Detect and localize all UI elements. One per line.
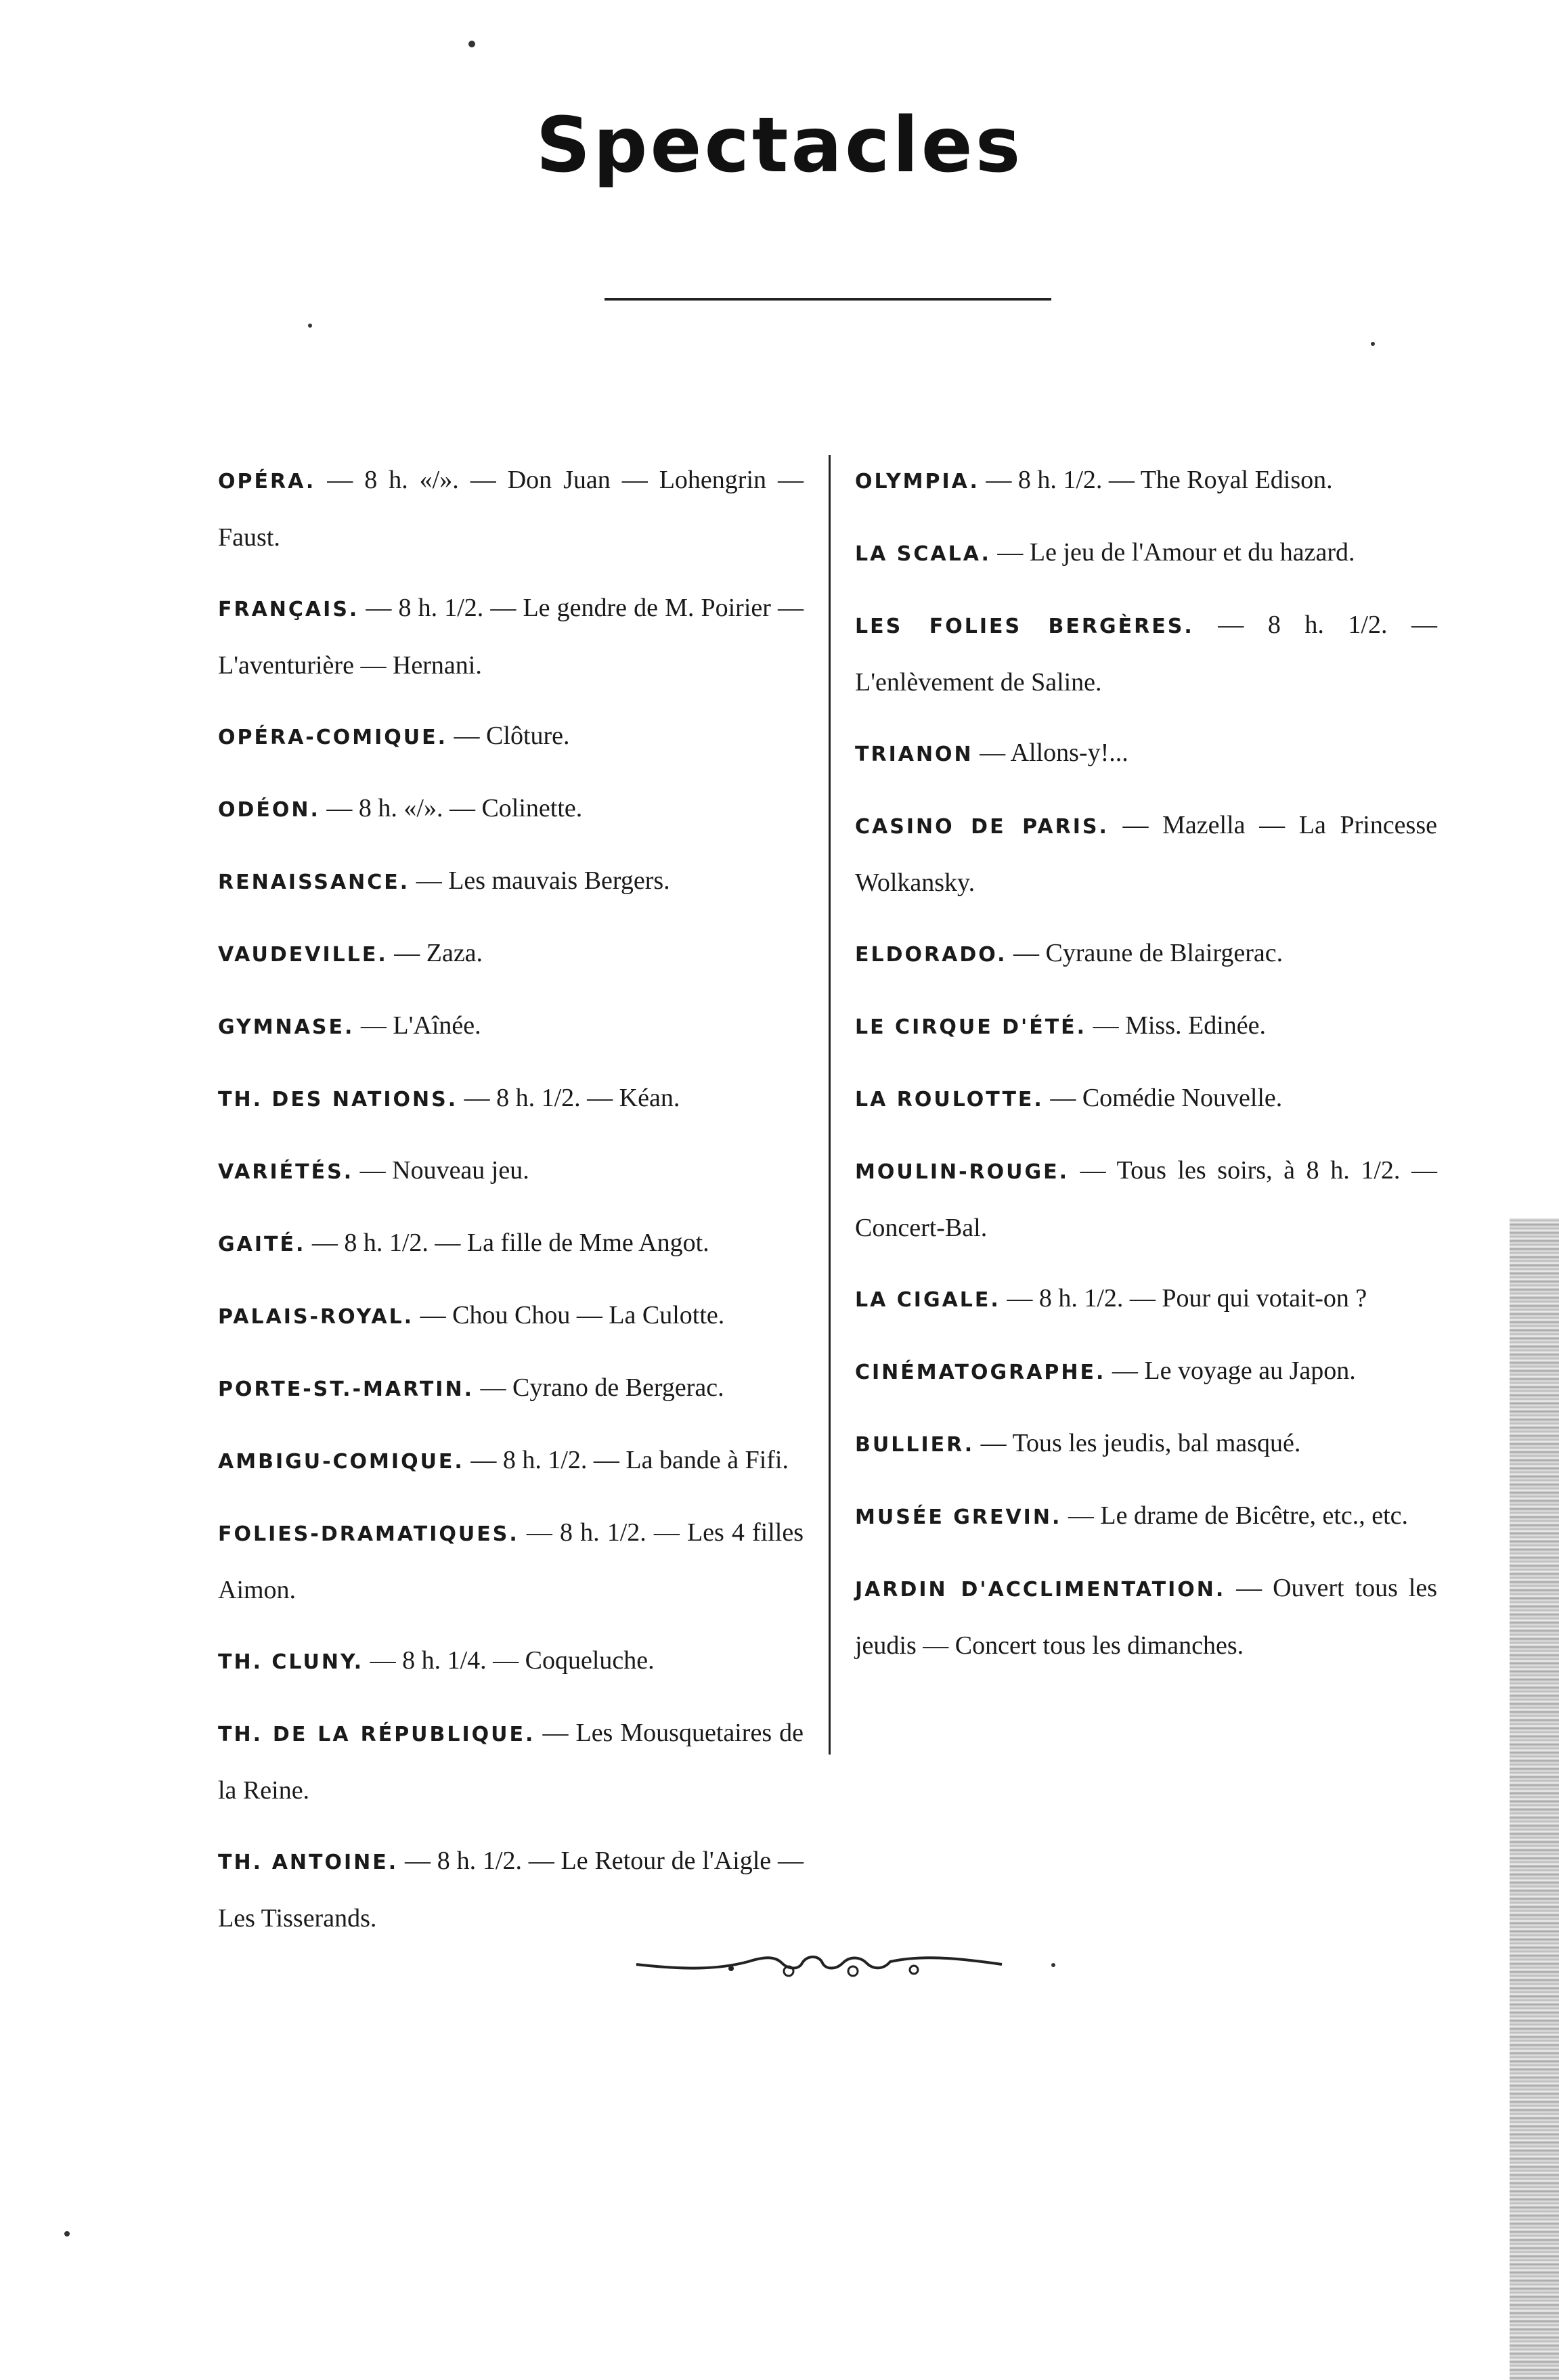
page-edge-scan-artifact <box>1510 1218 1559 2380</box>
listing-entry <box>855 1415 1437 1473</box>
listing-entry <box>218 708 804 766</box>
listing-entry <box>218 1287 804 1345</box>
program-text: — Nouveau jeu. <box>353 1156 529 1185</box>
listing-entry <box>218 780 804 838</box>
venue-name: LE CIRQUE D'ÉTÉ. <box>855 1015 1087 1039</box>
listing-entry <box>218 853 804 910</box>
speck <box>308 324 312 328</box>
venue-name: OPÉRA. <box>218 470 316 493</box>
program-text: — Cyraune de Blairgerac. <box>1007 939 1283 967</box>
program-text: — 8 h. 1/2. — La bande à Fifi. <box>464 1446 789 1474</box>
venue-name: TRIANON <box>855 743 973 766</box>
listing-entry <box>855 1560 1437 1673</box>
venue-name: CASINO DE PARIS. <box>855 815 1109 839</box>
right-column <box>855 452 1437 1688</box>
listing-entry <box>218 1705 804 1818</box>
program-text: — 8 h. «/». — Colinette. <box>320 794 583 822</box>
listing-entry <box>218 1215 804 1273</box>
listing-entry <box>218 1833 804 1946</box>
listing-entry <box>855 797 1437 910</box>
venue-name: FOLIES-DRAMATIQUES. <box>218 1522 519 1546</box>
title-rule <box>605 298 1051 301</box>
venue-name: GYMNASE. <box>218 1015 355 1039</box>
venue-name: RENAISSANCE. <box>218 871 410 894</box>
listing-entry <box>855 998 1437 1055</box>
listing-entry <box>218 925 804 983</box>
venue-name: TH. ANTOINE. <box>218 1851 399 1874</box>
speck <box>1051 1963 1055 1967</box>
listing-entry <box>855 1070 1437 1128</box>
venue-name: MUSÉE GREVIN. <box>855 1505 1062 1529</box>
venue-name: TH. DE LA RÉPUBLIQUE. <box>218 1723 535 1746</box>
column-divider <box>829 455 831 1755</box>
program-text: — Clôture. <box>447 722 570 750</box>
venue-name: MOULIN-ROUGE. <box>855 1160 1070 1184</box>
program-text: — Zaza. <box>387 939 483 967</box>
listing-entry <box>855 925 1437 983</box>
program-text: — Le voyage au Japon. <box>1105 1357 1356 1385</box>
program-text: — Ouvert tous les jeudis — Concert tous les dimanches. <box>855 1574 1438 1660</box>
venue-name: AMBIGU-COMIQUE. <box>218 1450 464 1474</box>
program-text: — 8 h. 1/2. — Kéan. <box>458 1084 680 1112</box>
venue-name: GAITÉ. <box>218 1233 306 1256</box>
venue-name: VAUDEVILLE. <box>218 943 388 967</box>
listing-entry <box>855 525 1437 582</box>
venue-name: JARDIN D'ACCLIMENTATION. <box>855 1578 1226 1602</box>
venue-name: VARIÉTÉS. <box>218 1160 354 1184</box>
listing-entry <box>218 1360 804 1417</box>
program-text: — Le jeu de l'Amour et du hazard. <box>990 538 1355 567</box>
program-text: — Tous les jeudis, bal masqué. <box>974 1429 1301 1457</box>
listing-entry <box>218 452 804 565</box>
program-text: — Chou Chou — La Culotte. <box>414 1301 725 1329</box>
listing-entry <box>855 725 1437 783</box>
listing-entry <box>218 1505 804 1618</box>
program-text: — L'Aînée. <box>354 1011 481 1040</box>
left-column <box>218 452 804 1961</box>
page-title: Spectacles <box>535 102 1024 190</box>
listing-entry <box>218 998 804 1055</box>
speck <box>468 41 475 47</box>
venue-name: ODÉON. <box>218 798 320 822</box>
program-text: — 8 h. 1/2. — Les 4 filles Aimon. <box>218 1518 804 1604</box>
program-text: — Mazella — La Princesse Wolkansky. <box>855 811 1437 897</box>
program-text: — Les Mousquetaires de la Reine. <box>218 1719 804 1805</box>
program-text: — Le drame de Bicêtre, etc., etc. <box>1061 1501 1409 1530</box>
speck <box>1371 342 1375 346</box>
program-text: — Comédie Nouvelle. <box>1043 1084 1283 1112</box>
venue-name: OLYMPIA. <box>855 470 980 493</box>
program-text: — 8 h. 1/2. — La fille de Mme Angot. <box>305 1229 709 1257</box>
program-text: — Cyrano de Bergerac. <box>473 1373 724 1402</box>
speck <box>64 2231 70 2236</box>
program-text: — Tous les soirs, à 8 h. 1/2. — Concert-Bal. <box>855 1156 1437 1242</box>
venue-name: PORTE-ST.-MARTIN. <box>218 1378 474 1401</box>
listing-entry <box>218 1432 804 1490</box>
venue-name: LES FOLIES BERGÈRES. <box>855 615 1194 638</box>
program-text: — 8 h. 1/2. — L'enlèvement de Saline. <box>855 611 1437 697</box>
listing-entry <box>218 1633 804 1690</box>
venue-name: CINÉMATOGRAPHE. <box>855 1361 1106 1384</box>
program-text: — 8 h. 1/2. — The Royal Edison. <box>979 466 1333 494</box>
venue-name: TH. CLUNY. <box>218 1650 364 1674</box>
venue-name: PALAIS-ROYAL. <box>218 1305 414 1329</box>
program-text: — Miss. Edinée. <box>1086 1011 1267 1040</box>
program-text: — 8 h. «/». — Don Juan — Lohengrin — Faust. <box>218 466 804 552</box>
listing-entry <box>855 1271 1437 1328</box>
listing-entry <box>218 1143 804 1200</box>
listing-entry <box>855 1343 1437 1401</box>
listing-entry <box>855 452 1437 510</box>
program-text: — Les mauvais Bergers. <box>410 866 670 895</box>
program-text: — 8 h. 1/2. — Pour qui votait-on ? <box>1000 1284 1367 1313</box>
listing-entry <box>218 1070 804 1128</box>
venue-name: FRANÇAIS. <box>218 598 359 621</box>
listing-entry <box>855 1488 1437 1545</box>
listing-entry <box>218 580 804 693</box>
scroll-flourish-icon <box>630 1943 1009 1983</box>
listing-entry <box>855 1143 1437 1256</box>
listing-entry <box>855 597 1437 710</box>
venue-name: LA ROULOTTE. <box>855 1088 1044 1111</box>
program-text: — 8 h. 1/2. — Le Retour de l'Aigle — Les Tisserands. <box>218 1847 804 1933</box>
venue-name: LA CIGALE. <box>855 1288 1001 1312</box>
program-text: — Allons-y!... <box>973 739 1128 767</box>
venue-name: TH. DES NATIONS. <box>218 1088 458 1111</box>
program-text: — 8 h. 1/2. — Le gendre de M. Poirier — L'aventurière — Hernani. <box>218 594 804 680</box>
venue-name: LA SCALA. <box>855 542 991 566</box>
venue-name: BULLIER. <box>855 1433 975 1457</box>
program-text: — 8 h. 1/4. — Coqueluche. <box>364 1646 655 1675</box>
venue-name: OPÉRA-COMIQUE. <box>218 726 448 749</box>
venue-name: ELDORADO. <box>855 943 1007 967</box>
